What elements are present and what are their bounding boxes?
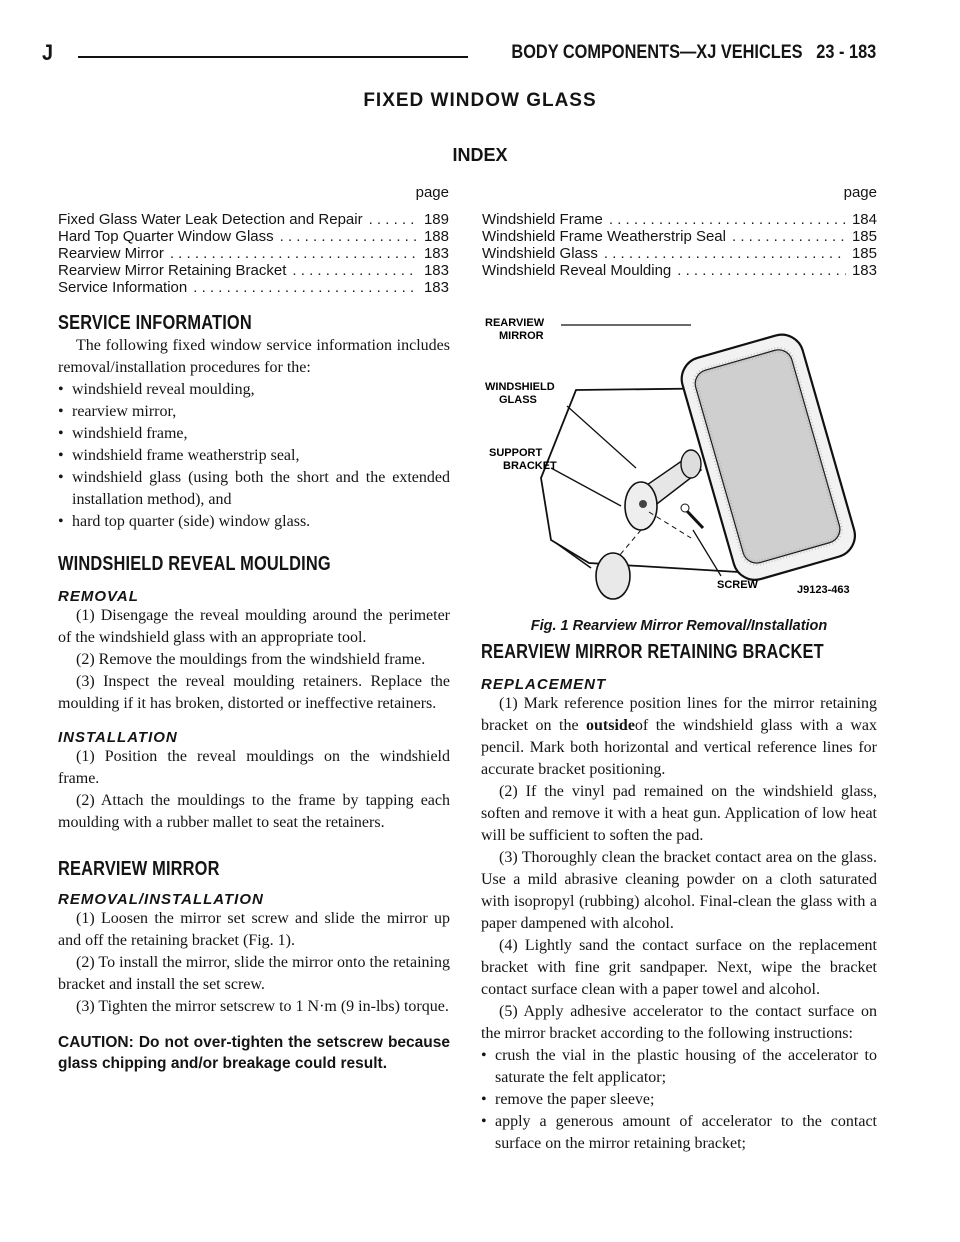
label-screw: SCREW — [717, 579, 758, 591]
figure-rearview-mirror — [481, 318, 877, 618]
bullet-item: • rearview mirror, — [58, 401, 450, 423]
step-text: (2) To install the mirror, slide the mirror onto the retaining bracket and install the set screw. — [58, 954, 450, 993]
label-rearview-mirror: REARVIEW MIRROR — [485, 318, 545, 342]
index-entry-page: 183 — [423, 245, 449, 262]
mirror-illustration — [481, 318, 877, 618]
section-title: BODY COMPONENTS—XJ VEHICLES — [511, 42, 803, 63]
sub-heading-installation: INSTALLATION — [58, 729, 178, 746]
bullet-item: • windshield reveal moulding, — [58, 379, 450, 401]
index-entry[interactable] — [58, 245, 449, 262]
step-text — [481, 693, 877, 781]
step-text: (2) Remove the mouldings from the windshield frame. — [76, 651, 426, 668]
index-right-column — [482, 184, 877, 279]
step-text: (3) Tighten the mirror setscrew to 1 N·m (9 in-lbs) torque. — [76, 998, 449, 1015]
index-entry-name: Windshield Reveal Moulding — [482, 262, 672, 279]
step-text: (5) Apply adhesive accelerator to the contact surface on the mirror bracket according to the following instructions: — [481, 1003, 877, 1042]
left-column — [58, 312, 450, 1074]
index-entry-name: Windshield Frame — [482, 211, 603, 228]
index-entry-page: 185 — [851, 245, 877, 262]
sub-heading-replacement: REPLACEMENT — [481, 676, 607, 693]
index-entry-page: 183 — [423, 279, 449, 296]
step1-pre: (1) Mark reference position lines for the mirror retaining bracket on the — [481, 695, 877, 734]
step-text: (3) Thoroughly clean the bracket contact area on the glass. Use a mild abrasive cleaning powder on a cloth saturated with isopropyl (rubbing) alcohol. Final-clean the glass with a paper dampened with alcohol. — [481, 849, 877, 932]
index-entry-name: Rearview Mirror — [58, 245, 164, 262]
leader-dots — [292, 262, 418, 279]
index-page-label: page — [415, 184, 449, 201]
leader-dots — [609, 211, 846, 228]
page-title: FIXED WINDOW GLASS — [363, 90, 597, 111]
step1-emphasis: outside — [586, 717, 635, 734]
bullet-item: • hard top quarter (side) window glass. — [58, 511, 450, 533]
index-entry-page: 189 — [423, 211, 449, 228]
bullet-item: • windshield frame, — [58, 423, 450, 445]
step-text: (1) Loosen the mirror set screw and slide the mirror up and off the retaining bracket (Fig. 1). — [58, 910, 450, 949]
index-entry[interactable] — [58, 262, 449, 279]
index-entry-name: Windshield Frame Weatherstrip Seal — [482, 228, 726, 245]
label-windshield-glass: WINDSHIELD GLASS — [485, 381, 555, 406]
sub-heading-removal-installation: REMOVAL/INSTALLATION — [58, 891, 264, 908]
section-heading-service: SERVICE INFORMATION — [58, 312, 252, 334]
index-entry-page: 188 — [423, 228, 449, 245]
bullet-item: • remove the paper sleeve; — [481, 1089, 877, 1111]
index-entry-name: Service Information — [58, 279, 188, 296]
caution-note: CAUTION: Do not over-tighten the setscrew because glass chipping and/or breakage could result. — [58, 1034, 450, 1072]
bullet-item: • windshield glass (using both the short and the extended installation method), and — [58, 467, 450, 511]
header-rule — [78, 56, 468, 58]
index-left-column — [58, 184, 449, 296]
index-entry[interactable] — [482, 262, 877, 279]
bullet-item: • apply a generous amount of accelerator to the contact surface on the mirror retaining bracket; — [481, 1111, 877, 1155]
glass-bracket — [596, 553, 630, 599]
leader-dots — [369, 211, 418, 228]
leader-dots — [170, 245, 418, 262]
header-section — [511, 42, 876, 64]
index-entry[interactable] — [58, 279, 449, 296]
index-entry-name: Windshield Glass — [482, 245, 598, 262]
header-letter: J — [42, 40, 54, 65]
index-entry-name: Hard Top Quarter Window Glass — [58, 228, 274, 245]
figure-code: J9123-463 — [797, 584, 850, 596]
index-entry-name: Rearview Mirror Retaining Bracket — [58, 262, 287, 279]
section-heading-mirror: REARVIEW MIRROR — [58, 858, 220, 880]
leader-dots — [732, 228, 846, 245]
index-entry-page: 184 — [851, 211, 877, 228]
index-entry-page: 183 — [851, 262, 877, 279]
index-entry-name: Fixed Glass Water Leak Detection and Repair — [58, 211, 363, 228]
step-text: (1) Disengage the reveal moulding around the perimeter of the windshield glass with an appropriate tool. — [58, 607, 450, 646]
step-text: (4) Lightly sand the contact surface on the replacement bracket with fine grit sandpaper. Next, wipe the bracket contact surface clean with a paper towel and alcohol. — [481, 937, 877, 998]
step-text: (2) If the vinyl pad remained on the windshield glass, soften and remove it with a heat gun. Application of low heat will be sufficient to soften the pad. — [481, 783, 877, 844]
section-heading-reveal: WINDSHIELD REVEAL MOULDING — [58, 553, 331, 575]
index-entry[interactable] — [58, 211, 449, 228]
index-entry[interactable] — [58, 228, 449, 245]
index-entry[interactable] — [482, 245, 877, 262]
index-entry-page: 183 — [423, 262, 449, 279]
right-column — [481, 641, 877, 1155]
leader-dots — [604, 245, 846, 262]
index-page-label: page — [843, 184, 877, 201]
sub-heading-removal: REMOVAL — [58, 588, 139, 605]
step-text: (3) Inspect the reveal moulding retainers. Replace the moulding if it has broken, distorted or ineffective retainers. — [58, 673, 450, 712]
leader-dots — [677, 262, 846, 279]
service-intro: The following fixed window service information includes removal/installation procedures for the: — [58, 337, 450, 376]
label-support-bracket: SUPPORT BRACKET — [489, 447, 557, 472]
step-text: (2) Attach the mouldings to the frame by tapping each moulding with a rubber mallet to seat the retainers. — [58, 792, 450, 831]
step-text: (1) Position the reveal mouldings on the windshield frame. — [58, 748, 450, 787]
bullet-item: • windshield frame weatherstrip seal, — [58, 445, 450, 467]
section-heading-bracket: REARVIEW MIRROR RETAINING BRACKET — [481, 641, 824, 663]
leader-dots — [280, 228, 418, 245]
index-entry[interactable] — [482, 228, 877, 245]
index-entry-page: 185 — [851, 228, 877, 245]
page-number: 23 - 183 — [816, 42, 876, 63]
index-heading: INDEX — [452, 145, 508, 165]
bullet-item: • crush the vial in the plastic housing of the accelerator to saturate the felt applicator; — [481, 1045, 877, 1089]
index-entry[interactable] — [482, 211, 877, 228]
step1-post: of the windshield glass with a wax pencil. Mark both horizontal and vertical reference lines for accurate bracket positioning. — [481, 717, 878, 778]
page-header — [38, 40, 876, 70]
figure-caption: Fig. 1 Rearview Mirror Removal/Installation — [530, 618, 828, 634]
leader-dots — [193, 279, 418, 296]
